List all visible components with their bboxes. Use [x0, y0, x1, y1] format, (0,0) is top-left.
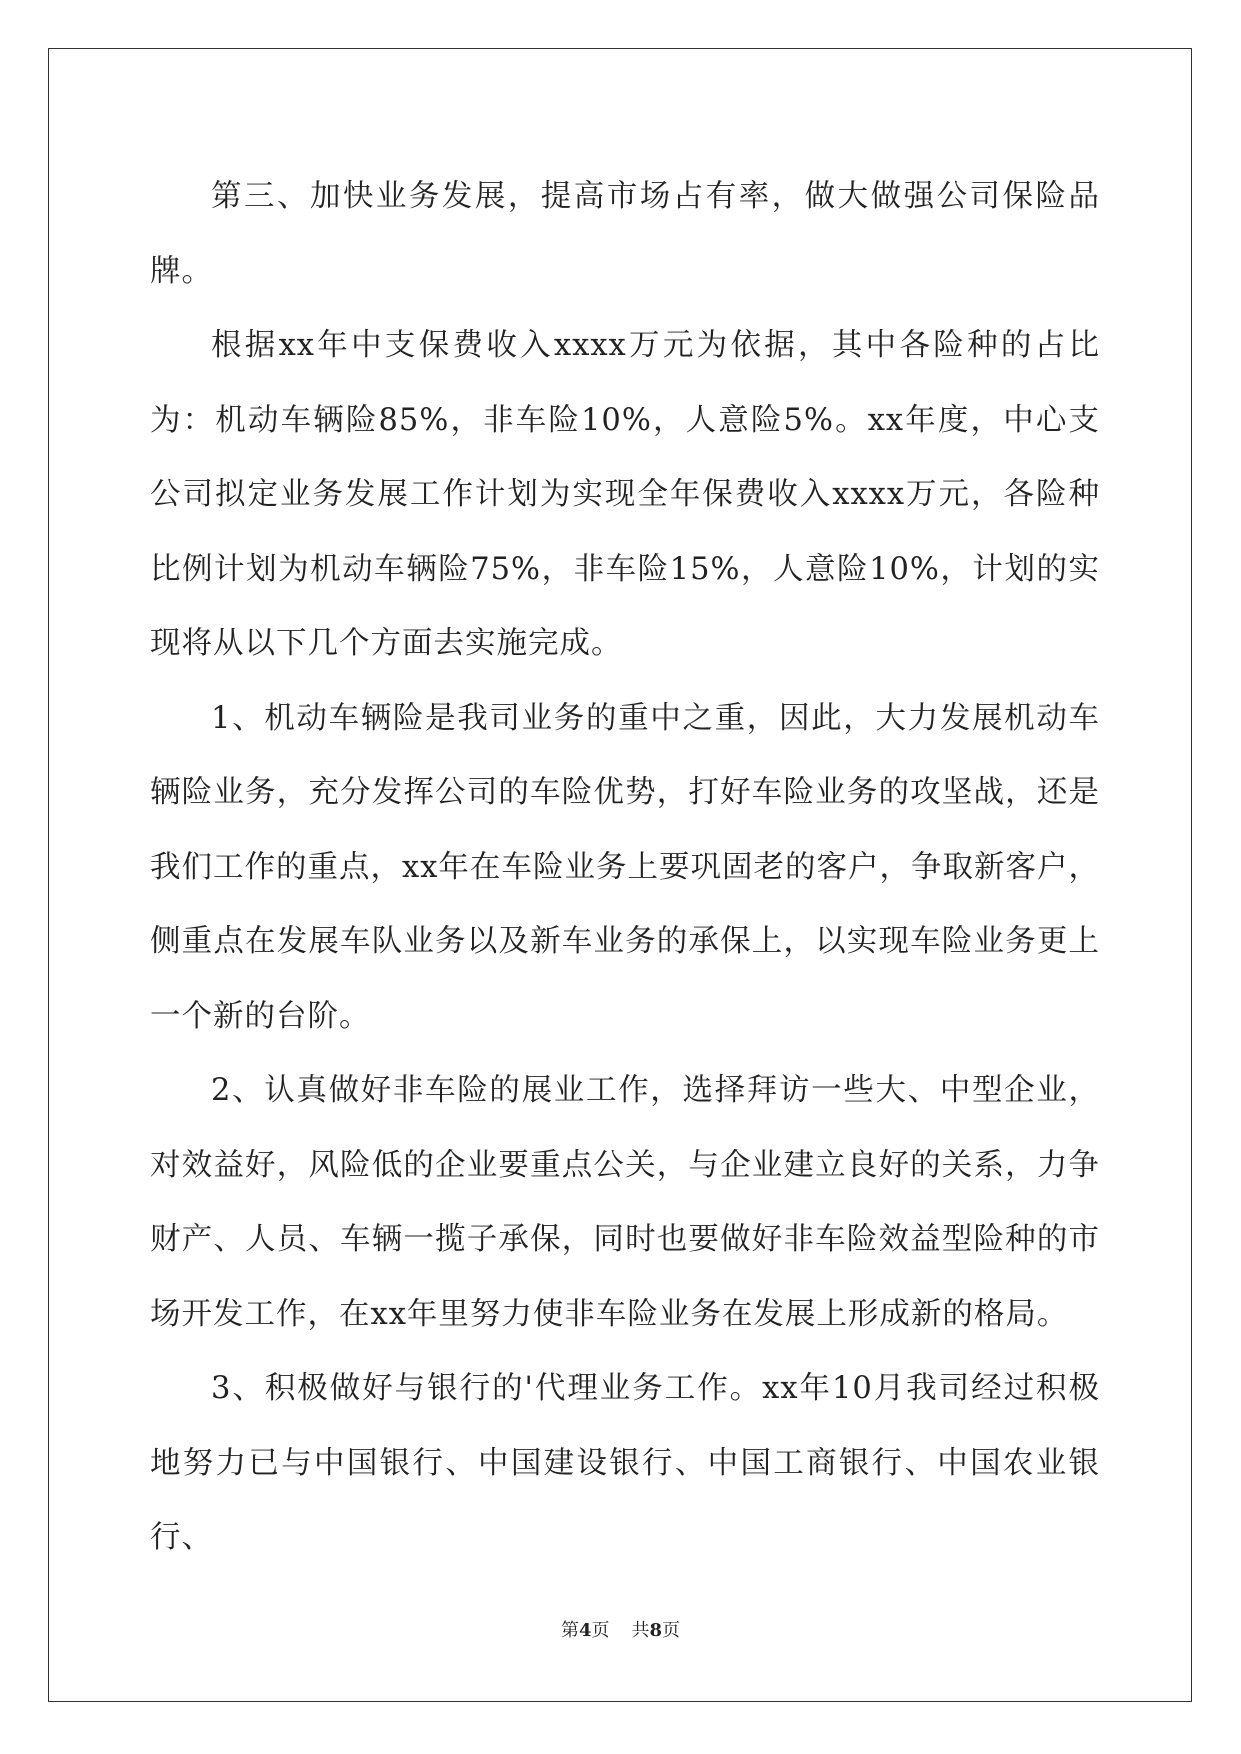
total-pages-number: 8	[649, 1620, 663, 1641]
total-suffix: 页	[662, 1620, 681, 1641]
paragraph-item-2-non-motor-insurance: 2、认真做好非车险的展业工作，选择拜访一些大、中型企业，对效益好，风险低的企业要重点公关，与企业建立良好的关系，力争财产、人员、车辆一揽子承保，同时也要做好非车险效益型险种的市场开发工作，在xx年里努力使非车险业务在发展上形成新的格局。	[150, 1073, 1100, 1332]
paragraph-item-1-motor-insurance: 1、机动车辆险是我司业务的重中之重，因此，大力发展机动车辆险业务，充分发挥公司的车险优势，打好车险业务的攻坚战，还是我们工作的重点，xx年在车险业务上要巩固老的客户，争取新客户，侧重点在发展车队业务以及新车业务的承保上，以实现车险业务更上一个新的台阶。	[150, 700, 1100, 1034]
total-prefix: 共	[631, 1620, 650, 1641]
page-footer	[0, 1616, 1241, 1642]
document-body	[150, 160, 1100, 1576]
page-suffix: 页	[591, 1620, 610, 1641]
current-page-number: 4	[578, 1620, 592, 1641]
paragraph-heading-third: 第三、加快业务发展，提高市场占有率，做大做强公司保险品牌。	[150, 179, 1100, 289]
paragraph-item-3-bank-agency: 3、积极做好与银行的'代理业务工作。xx年10月我司经过积极地努力已与中国银行、中国建设银行、中国工商银行、中国农业银行、	[150, 1371, 1100, 1555]
paragraph-premium-plan: 根据xx年中支保费收入xxxx万元为依据，其中各险种的占比为：机动车辆险85%，非车险10%，人意险5%。xx年度，中心支公司拟定业务发展工作计划为实现全年保费收入xxxx万元，各险种比例计划为机动车辆险75%，非车险15%，人意险10%，计划的实现将从以下几个方面去实施完成。	[150, 328, 1100, 661]
page-prefix: 第	[560, 1620, 579, 1641]
